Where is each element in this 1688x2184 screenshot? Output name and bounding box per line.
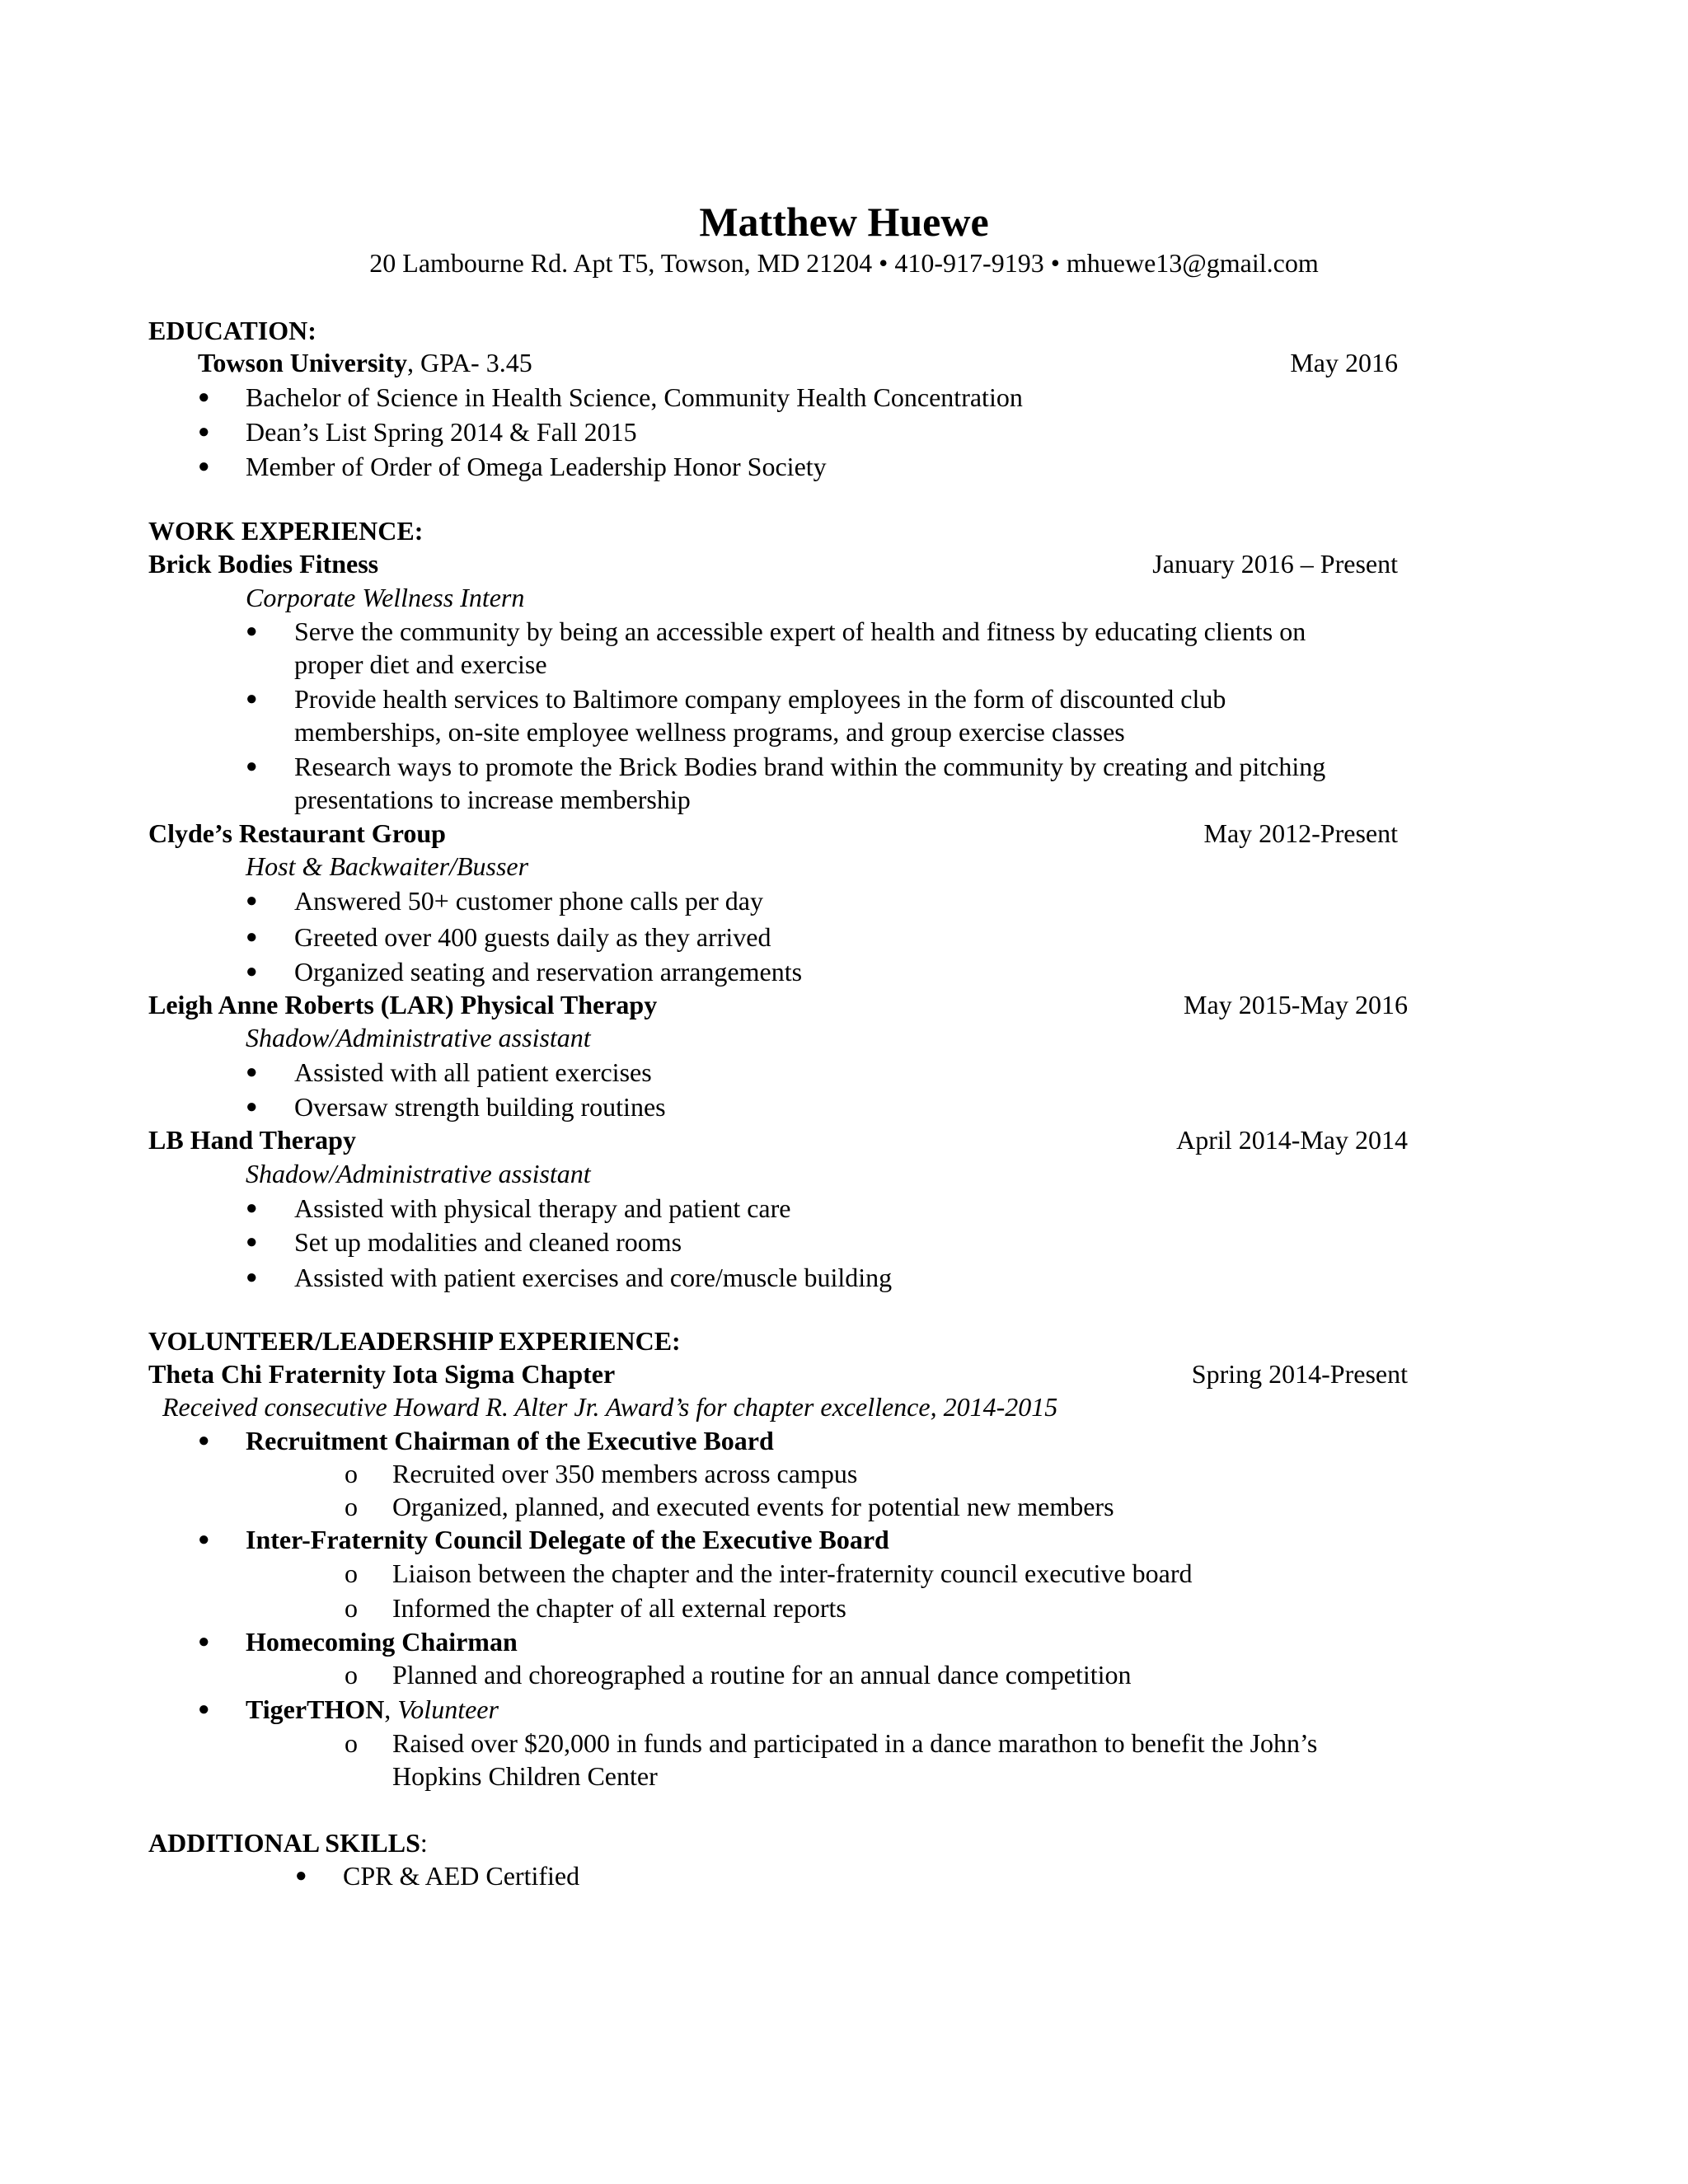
education-bullet: Member of Order of Omega Leadership Honor Society bbox=[246, 452, 827, 481]
sub-bullet-icon: o bbox=[345, 1558, 358, 1588]
bullet-icon: ● bbox=[198, 1529, 210, 1550]
education-bullet: Dean’s List Spring 2014 & Fall 2015 bbox=[246, 417, 637, 447]
volunteer-award: Received consecutive Howard R. Alter Jr. Award’s for chapter excellence, 2014-2015 bbox=[162, 1392, 1058, 1422]
gpa: , GPA- 3.45 bbox=[406, 348, 532, 377]
bullet-icon: ● bbox=[246, 1096, 258, 1118]
volunteer-role-item: Informed the chapter of all external reports bbox=[392, 1593, 846, 1623]
bullet-icon: ● bbox=[246, 756, 258, 777]
volunteer-role-title: Recruitment Chairman of the Executive Board bbox=[246, 1426, 774, 1455]
volunteer-role-title: Homecoming Chairman bbox=[246, 1627, 518, 1657]
volunteer-role-item: Liaison between the chapter and the inter-fraternity council executive board bbox=[392, 1558, 1193, 1588]
volunteer-role-title: Inter-Fraternity Council Delegate of the Executive Board bbox=[246, 1525, 889, 1554]
volunteer-role-title: TigerTHON bbox=[246, 1694, 385, 1724]
job-bullet-line: memberships, on-site employee wellness programs, and group exercise classes bbox=[294, 717, 1125, 747]
sub-bullet-icon: o bbox=[345, 1728, 358, 1758]
job-bullet-line: Provide health services to Baltimore company employees in the form of discounted club bbox=[294, 684, 1226, 714]
bullet-icon: ● bbox=[198, 456, 210, 477]
volunteer-role-item: Recruited over 350 members across campus bbox=[392, 1459, 858, 1488]
title-separator: , bbox=[384, 1694, 398, 1724]
job-bullet: Oversaw strength building routines bbox=[294, 1092, 666, 1122]
skills-heading-line bbox=[148, 1830, 428, 1856]
job-bullet-line: proper diet and exercise bbox=[294, 649, 547, 679]
job-date: January 2016 – Present bbox=[1152, 549, 1398, 579]
job-role: Corporate Wellness Intern bbox=[246, 583, 525, 612]
bullet-icon: ● bbox=[246, 1062, 258, 1083]
education-heading: EDUCATION: bbox=[148, 316, 316, 345]
job-bullet: Answered 50+ customer phone calls per day bbox=[294, 886, 763, 916]
contact-line: 20 Lambourne Rd. Apt T5, Towson, MD 21204 • 410-917-9193 • mhuewe13@gmail.com bbox=[369, 248, 1319, 278]
sub-bullet-icon: o bbox=[345, 1492, 358, 1521]
volunteer-role-item: Organized, planned, and executed events for potential new members bbox=[392, 1492, 1114, 1521]
volunteer-date: Spring 2014-Present bbox=[1191, 1359, 1408, 1389]
job-org: Brick Bodies Fitness bbox=[148, 549, 379, 579]
job-bullet: Set up modalities and cleaned rooms bbox=[294, 1227, 682, 1257]
school-name: Towson University bbox=[198, 348, 407, 377]
job-bullet: Assisted with physical therapy and patient care bbox=[294, 1193, 791, 1223]
bullet-icon: ● bbox=[198, 1699, 210, 1720]
job-role: Shadow/Administrative assistant bbox=[246, 1023, 591, 1052]
sub-bullet-icon: o bbox=[345, 1593, 358, 1623]
job-bullet-line: Serve the community by being an accessible expert of health and fitness by educating clients on bbox=[294, 616, 1306, 646]
bullet-icon: ● bbox=[246, 688, 258, 710]
education-school-line bbox=[198, 349, 532, 376]
job-date: May 2012-Present bbox=[1203, 818, 1398, 848]
bullet-icon: ● bbox=[198, 387, 210, 408]
volunteer-role-item-line: Raised over $20,000 in funds and participated in a dance marathon to benefit the John’s bbox=[392, 1728, 1318, 1758]
bullet-icon: ● bbox=[246, 621, 258, 642]
job-bullet: Organized seating and reservation arrangements bbox=[294, 957, 803, 987]
education-bullet: Bachelor of Science in Health Science, Community Health Concentration bbox=[246, 382, 1023, 412]
job-date: May 2015-May 2016 bbox=[1184, 990, 1408, 1019]
resume-name: Matthew Huewe bbox=[699, 199, 989, 245]
bullet-icon: ● bbox=[246, 926, 258, 948]
job-org: LB Hand Therapy bbox=[148, 1125, 356, 1155]
skills-heading-colon: : bbox=[420, 1828, 428, 1858]
bullet-icon: ● bbox=[246, 1267, 258, 1288]
job-date: April 2014-May 2014 bbox=[1176, 1125, 1408, 1155]
job-role: Shadow/Administrative assistant bbox=[246, 1159, 591, 1188]
sub-bullet-icon: o bbox=[345, 1459, 358, 1488]
work-heading: WORK EXPERIENCE: bbox=[148, 516, 424, 546]
job-bullet: Assisted with patient exercises and core/muscle building bbox=[294, 1263, 893, 1292]
bullet-icon: ● bbox=[295, 1865, 307, 1886]
volunteer-role-item-line: Hopkins Children Center bbox=[392, 1761, 658, 1791]
job-bullet: Assisted with all patient exercises bbox=[294, 1057, 652, 1087]
bullet-icon: ● bbox=[246, 961, 258, 982]
job-bullet-line: presentations to increase membership bbox=[294, 785, 691, 814]
volunteer-role-item: Planned and choreographed a routine for an annual dance competition bbox=[392, 1660, 1132, 1690]
bullet-icon: ● bbox=[246, 1197, 258, 1219]
job-role: Host & Backwaiter/Busser bbox=[246, 851, 529, 881]
bullet-icon: ● bbox=[198, 1430, 210, 1451]
sub-bullet-icon: o bbox=[345, 1660, 358, 1690]
job-org: Leigh Anne Roberts (LAR) Physical Therapy bbox=[148, 990, 658, 1019]
volunteer-heading: VOLUNTEER/LEADERSHIP EXPERIENCE: bbox=[148, 1326, 681, 1356]
volunteer-role-type: Volunteer bbox=[397, 1694, 499, 1724]
skills-heading: ADDITIONAL SKILLS bbox=[148, 1828, 420, 1858]
bullet-icon: ● bbox=[246, 890, 258, 912]
education-date: May 2016 bbox=[1290, 348, 1398, 377]
bullet-icon: ● bbox=[246, 1231, 258, 1253]
job-org: Clyde’s Restaurant Group bbox=[148, 818, 446, 848]
job-bullet-line: Research ways to promote the Brick Bodies brand within the community by creating and pitching bbox=[294, 752, 1326, 781]
skill-item: CPR & AED Certified bbox=[343, 1861, 580, 1891]
bullet-icon: ● bbox=[198, 1631, 210, 1652]
volunteer-role-title-line bbox=[246, 1696, 499, 1722]
job-bullet: Greeted over 400 guests daily as they arrived bbox=[294, 922, 771, 952]
bullet-icon: ● bbox=[198, 421, 210, 443]
volunteer-org: Theta Chi Fraternity Iota Sigma Chapter bbox=[148, 1359, 616, 1389]
